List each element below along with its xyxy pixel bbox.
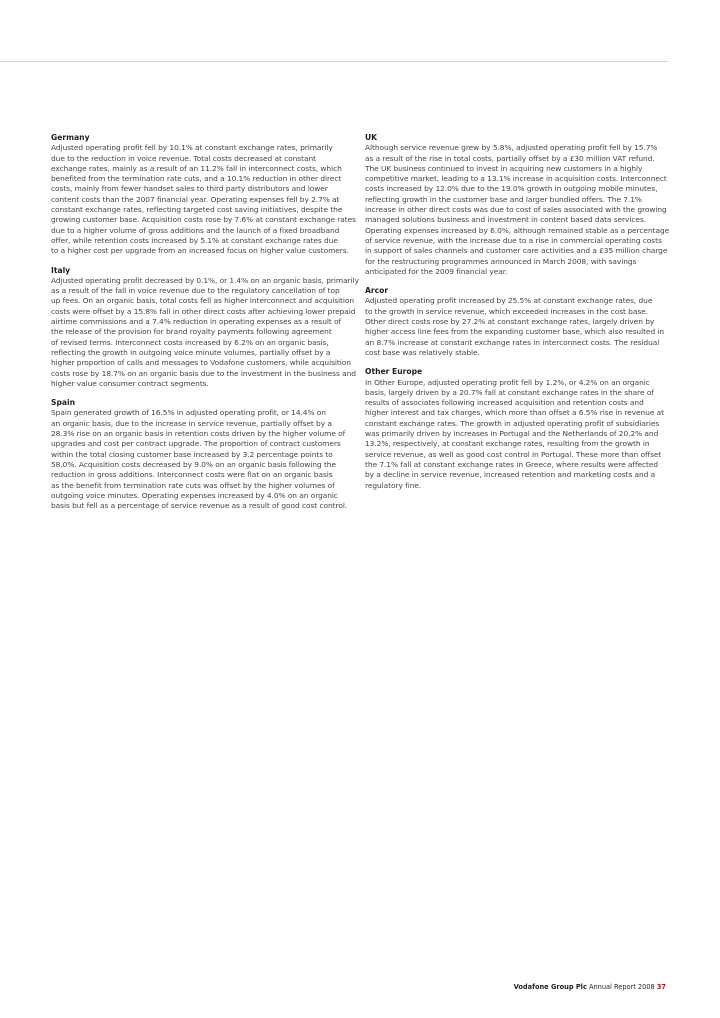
body-line: an organic basis, due to the increase in service revenue, partially offset by a: [51, 418, 332, 428]
section-body: [51, 276, 357, 389]
body-line: to a higher cost per upgrade from an increased focus on higher value customers.: [51, 246, 349, 256]
body-line: the 7.1% fall at constant exchange rates in Greece, where results were affected: [365, 459, 659, 469]
body-line: of revised terms. Interconnect costs increased by 6.2% on an organic basis,: [51, 337, 329, 347]
body-line: due to the reduction in voice revenue. Total costs decreased at constant: [51, 153, 316, 163]
body-line: higher value consumer contract segments.: [51, 378, 209, 388]
section-heading: Other Europe: [365, 367, 423, 377]
body-line: regulatory fine.: [365, 480, 422, 490]
section-heading: Italy: [51, 265, 71, 275]
body-line: The UK business continued to invest in acquiring new customers in a highly: [365, 163, 643, 173]
body-line: Spain generated growth of 16.5% in adjusted operating profit, or 14.4% on: [51, 408, 326, 418]
section-body: [365, 378, 671, 491]
section-other-europe: [365, 367, 671, 491]
body-line: for the restructuring programmes announced in March 2008, with savings: [365, 256, 637, 266]
left-column: [51, 133, 357, 520]
body-line: cost base was relatively stable.: [365, 347, 480, 357]
section-heading: Germany: [51, 133, 90, 142]
body-line: reflecting the growth in outgoing voice minute volumes, partially offset by a: [51, 347, 331, 357]
body-line: offer, while retention costs increased by 5.1% at constant exchange rates due: [51, 235, 338, 245]
section-germany: [51, 133, 357, 257]
body-line: growing customer base. Acquisition costs rose by 7.6% at constant exchange rates: [51, 215, 356, 225]
body-line: outgoing voice minutes. Operating expenses increased by 4.0% on an organic: [51, 490, 338, 500]
section-spain: [51, 398, 357, 511]
body-line: costs rose by 18.7% on an organic basis due to the investment in the business and: [51, 368, 356, 378]
body-line: results of associates following increased acquisition and retention costs and: [365, 398, 644, 408]
body-line: in support of sales channels and customer care activities and a £35 million charge: [365, 246, 668, 256]
page-footer: [514, 983, 666, 991]
footer-company: Vodafone Group Plc: [513, 983, 587, 991]
body-line: costs were offset by a 15.8% fall in other direct costs after achieving lower prepaid: [51, 306, 356, 316]
body-line: benefited from the termination rate cuts, and a 10.1% reduction in other direct: [51, 174, 342, 184]
body-line: higher proportion of calls and messages to Vodafone customers, while acquisition: [51, 358, 351, 368]
body-line: as a result of the rise in total costs, partially offset by a £30 million VAT refund.: [365, 153, 655, 163]
body-line: due to a higher volume of gross additions and the launch of a fixed broadband: [51, 225, 340, 235]
body-line: basis but fell as a percentage of service revenue as a result of good cost control.: [51, 501, 348, 511]
body-line: higher interest and tax charges, which more than offset a 6.5% rise in revenue at: [365, 408, 665, 418]
body-line: airtime commissions and a 7.4% reduction in operating expenses as a result of: [51, 317, 342, 327]
body-line: higher access line fees from the expanding customer base, which also resulted in: [365, 327, 665, 337]
body-line: managed solutions business and investment in content based data services.: [365, 215, 647, 225]
section-heading: Arcor: [365, 286, 389, 296]
body-line: In Other Europe, adjusted operating profit fell by 1.2%, or 4.2% on an organic: [365, 377, 650, 387]
body-line: as a result of the fall in voice revenue due to the regulatory cancellation of top: [51, 286, 340, 296]
body-line: constant exchange rates. The growth in adjusted operating profit of subsidiaries: [365, 418, 660, 428]
body-line: reduction in gross additions. Interconnect costs were flat on an organic basis: [51, 470, 333, 480]
body-line: reflecting growth in the customer base and larger bundled offers. The 7.1%: [365, 194, 642, 204]
section-body: [365, 296, 671, 358]
body-line: content costs than the 2007 financial year. Operating expenses fell by 2.7% at: [51, 194, 340, 204]
body-line: Other direct costs rose by 27.2% at constant exchange rates, largely driven by: [365, 317, 655, 327]
body-line: up fees. On an organic basis, total costs fell as higher interconnect and acquisition: [51, 296, 355, 306]
body-line: service revenue, as well as good cost control in Portugal. These more than offset: [365, 449, 662, 459]
body-line: Adjusted operating profit increased by 25.5% at constant exchange rates, due: [365, 296, 653, 306]
body-line: upgrades and cost per contract upgrade. The proportion of contract customers: [51, 439, 341, 449]
body-line: constant exchange rates, reflecting targeted cost saving initiatives, despite the: [51, 205, 343, 215]
body-line: costs increased by 12.0% due to the 19.0% growth in outgoing mobile minutes,: [365, 184, 658, 194]
body-line: an 8.7% increase at constant exchange rates in interconnect costs. The residual: [365, 337, 660, 347]
body-line: Adjusted operating profit fell by 10.1% at constant exchange rates, primarily: [51, 143, 333, 153]
body-line: anticipated for the 2009 financial year.: [365, 266, 508, 276]
section-body: [365, 143, 671, 277]
right-column: [365, 133, 671, 500]
body-line: the release of the provision for brand royalty payments following agreement: [51, 327, 332, 337]
section-uk: [365, 133, 671, 277]
footer-report-title: Annual Report 2008: [586, 983, 657, 991]
section-italy: [51, 266, 357, 390]
header-rule: [0, 61, 668, 62]
section-arcor: [365, 286, 671, 358]
body-line: 13.2%, respectively, at constant exchange rates, resulting from the growth in: [365, 439, 650, 449]
body-line: Although service revenue grew by 5.8%, adjusted operating profit fell by 15.7%: [365, 143, 658, 153]
body-line: costs, mainly from fewer handset sales to third party distributors and lower: [51, 184, 328, 194]
body-line: within the total closing customer base increased by 3.2 percentage points to: [51, 449, 333, 459]
body-line: basis, largely driven by a 20.7% fall at constant exchange rates in the share of: [365, 387, 654, 397]
body-line: exchange rates, mainly as a result of an 11.2% fall in interconnect costs, which: [51, 163, 342, 173]
body-line: increase in other direct costs was due to cost of sales associated with the growing: [365, 205, 667, 215]
body-line: 28.3% rise on an organic basis in retention costs driven by the higher volume of: [51, 429, 346, 439]
body-line: was primarily driven by increases in Portugal and the Netherlands of 20.2% and: [365, 429, 659, 439]
body-line: Operating expenses increased by 6.0%, although remained stable as a percentage: [365, 225, 670, 235]
section-body: [51, 143, 357, 256]
section-heading: Spain: [51, 398, 76, 408]
body-line: Adjusted operating profit decreased by 0.1%, or 1.4% on an organic basis, primarily: [51, 275, 359, 285]
body-line: competitive market, leading to a 13.1% increase in acquisition costs. Interconnect: [365, 174, 667, 184]
section-heading: UK: [365, 133, 378, 142]
page-number: 37: [656, 983, 666, 991]
body-line: by a decline in service revenue, increased retention and marketing costs and a: [365, 470, 656, 480]
body-line: as the benefit from termination rate cuts was offset by the higher volumes of: [51, 480, 335, 490]
section-body: [51, 408, 357, 511]
body-line: to the growth in service revenue, which exceeded increases in the cost base.: [365, 306, 648, 316]
body-line: 58.0%. Acquisition costs decreased by 9.0% on an organic basis following the: [51, 459, 336, 469]
body-line: of service revenue, with the increase due to a rise in commercial operating costs: [365, 235, 662, 245]
